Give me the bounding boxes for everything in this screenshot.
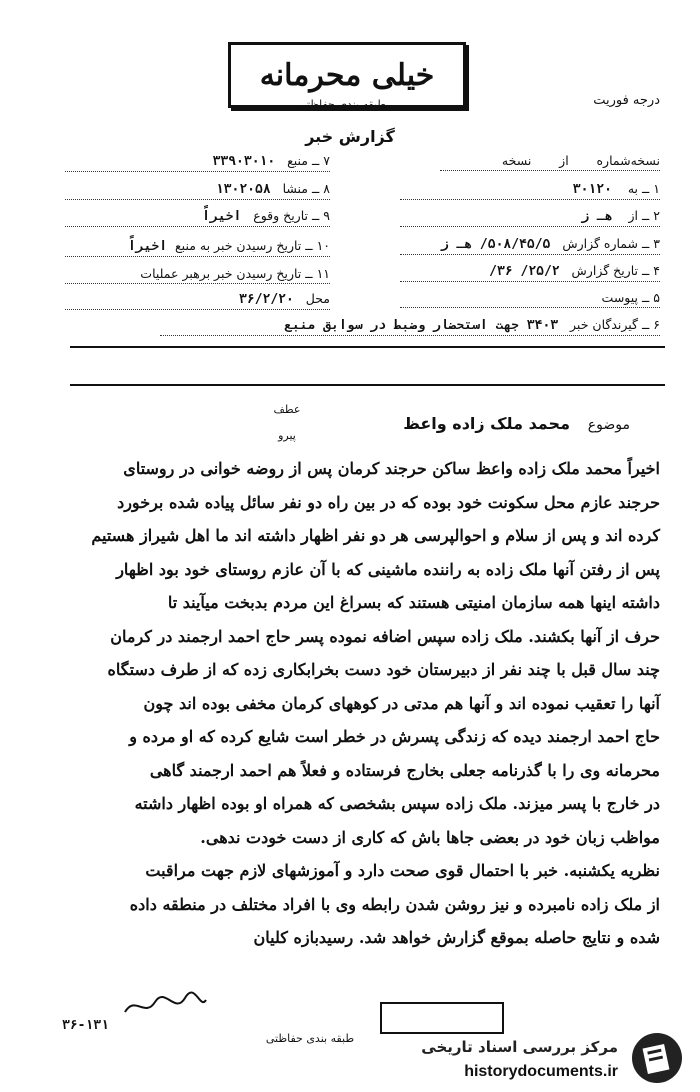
field-to: ۱ ــ به ۳۰۱۲۰ xyxy=(400,180,660,200)
body-line: داشته اینها همه سازمان امنیتی هستند که بسراغ این مردم بدبخت میآیند تا xyxy=(167,593,660,612)
body-line: آنها را تعقیب نموده اند و آنها هم مدتی در کوههای کرمان مخفی بوده اند چون xyxy=(143,693,660,713)
report-body xyxy=(60,452,660,955)
archive-logo-icon xyxy=(628,1030,686,1086)
field-occurrence-date: ۹ ــ تاریخ وقوع اخیراً xyxy=(65,207,330,227)
body-line: محرمانه وی را با گذرنامه جعلی بخارج فرستاده و فعلاً هم احمد ارجمند گاهی xyxy=(149,760,660,780)
field-attachment: ۵ ــ پیوست xyxy=(400,289,660,308)
priority-label: درجه فوریت xyxy=(593,93,660,108)
top-secret-stamp: خیلی محرمانه xyxy=(228,42,466,108)
document-title: گزارش خبر xyxy=(305,127,395,146)
body-line: حرف از آنها بکشند. ملک زاده سپس اضافه نموده پسر حاج احمد ارجمند در کرمان xyxy=(110,626,660,646)
body-line: در خارج با پسر میزند. ملک زاده سپس بشخصی که همراه او بوده اظهار داشته xyxy=(134,794,660,813)
field-recipients: ۶ ــ گیرندگان خبر ۳۴۰۳ جهت استحضار وضبط در سوابق منبع xyxy=(160,316,660,336)
body-line: از ملک زاده نامبرده و نیز روشن شدن رابطه وی با افراد مختلف در منطقه داده xyxy=(129,894,660,914)
field-copy-number: نسخه‌شماره از نسخه xyxy=(440,152,660,171)
signature-mark xyxy=(120,990,210,1020)
reference-label: عطف xyxy=(273,403,301,416)
separator-line xyxy=(70,384,665,386)
separator-line xyxy=(70,346,665,348)
report-subject: موضوع محمد ملک زاده واعظ xyxy=(403,414,630,433)
body-line: مواظب زبان خود در بعضی جاها باش که کاری از دست خودت ندهی. xyxy=(200,827,660,847)
body-line: نظریه یکشنبه. خبر با احتمال قوی صحت دارد و آموزشهای لازم جهت مراقبت xyxy=(145,861,660,880)
footer-code: ۳۶-۱۳۱ xyxy=(62,1018,109,1033)
body-line: کرده اند و پس از سلام و احوالپرسی هر دو نفر اظهار داشته اند ما اهل شیراز هستیم xyxy=(91,526,660,545)
watermark-org: مرکز بررسی اسناد تاریخی xyxy=(421,1038,618,1056)
security-classification: طبقه بندی حفاظتی xyxy=(297,98,387,111)
body-line: حاج احمد ارجمند دیده که زندگی پسرش در خطر است شایع کرده که او مرده و xyxy=(129,727,660,746)
field-source-receipt-date: ۱۰ ــ تاریخ رسیدن خبر به منبع اخیراً xyxy=(65,237,330,257)
follow-up-label: پیرو xyxy=(278,429,296,442)
footer-classification: طبقه بندی حفاظتی xyxy=(265,1032,355,1045)
footer-stamp xyxy=(380,1002,504,1034)
field-origin: ۸ ــ منشا ۱۳۰۲۰۵۸ xyxy=(65,180,330,200)
watermark-site: historydocuments.ir xyxy=(464,1063,618,1080)
body-line: پس از رفتن آنها ملک زاده به راننده ماشینی که با آن عازم روستای خود بود اظهار xyxy=(116,559,660,579)
field-report-number: ۳ ــ شماره گزارش ۵۰۸/۴۵/۵/ هـ ز xyxy=(400,235,660,255)
body-line: چند سال قبل با چند نفر از دبیرستان خود دست بخرابکاری زده که از طرف دستگاه xyxy=(107,660,660,679)
field-report-date: ۴ ــ تاریخ گزارش ۲۵/۲/ ۳۶/ xyxy=(400,262,660,282)
field-place: محل ۳۶/۲/۲۰ xyxy=(65,290,330,310)
field-operations-receipt-date: ۱۱ ــ تاریخ رسیدن خبر برهبر عملیات xyxy=(65,265,330,284)
body-line: حرجند عازم محل سکونت خود بوده که در بین راه دو نفر سائل پیاده شده برخورد xyxy=(117,492,660,512)
field-source: ۷ ــ منبع ۳۳۹۰۳۰۱۰ xyxy=(65,152,330,172)
body-line: شده و نتایج حاصله بموقع گزارش خواهد شد. رسیدبازه کلیان xyxy=(253,928,660,947)
field-from: ۲ ــ از هـ ز xyxy=(400,207,660,227)
body-line: اخیراً محمد ملک زاده واعظ ساکن حرجند کرمان پس از روضه خوانی در روستای xyxy=(123,459,660,478)
